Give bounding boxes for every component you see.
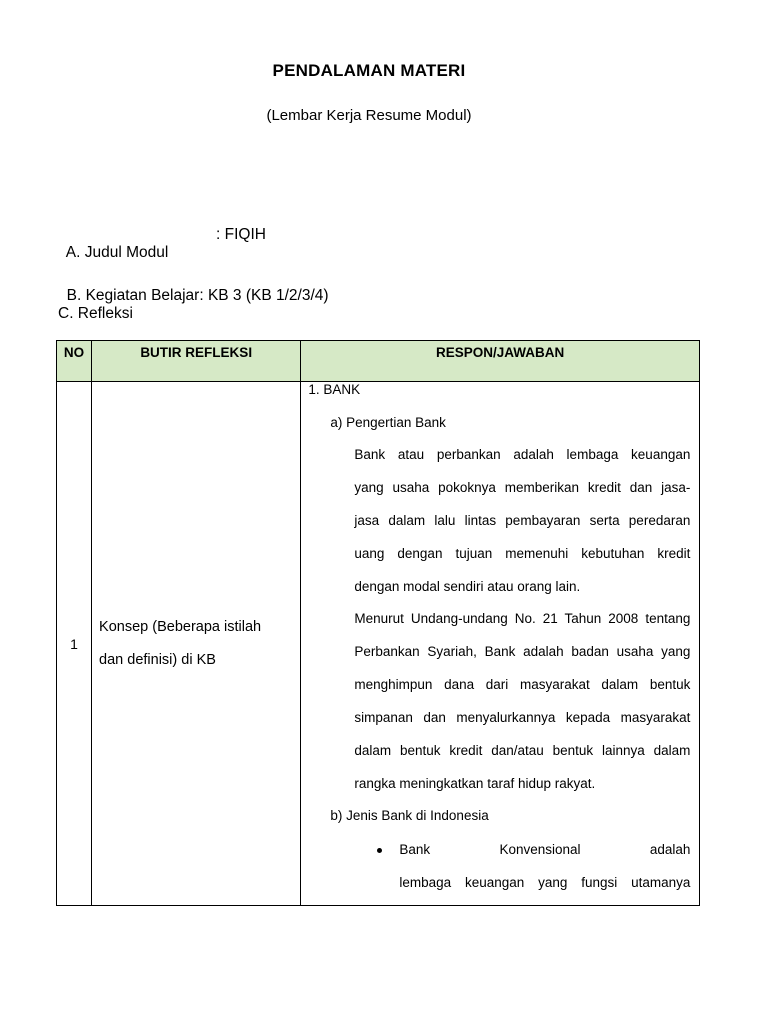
butir-refleksi-cell — [92, 382, 301, 906]
judul-modul-label: A. Judul Modul — [65, 244, 169, 261]
paragraph-line: simpanan dan menyalurkannya kepada masyarakat — [354, 710, 691, 725]
table-row — [57, 382, 700, 906]
paragraph-line: dengan modal sendiri atau orang lain. — [354, 579, 581, 594]
page-title: PENDALAMAN MATERI — [272, 61, 466, 80]
paragraph-line: jasa dalam lalu lintas pembayaran serta peredaran — [354, 513, 691, 528]
bullet-icon — [377, 848, 382, 853]
respon-cell — [301, 382, 700, 906]
page-subtitle: (Lembar Kerja Resume Modul) — [266, 107, 472, 124]
refleksi-table — [56, 340, 700, 906]
item-bank: 1. BANK — [308, 382, 361, 397]
bullet-line: lembaga keuangan yang fungsi utamanya — [399, 875, 691, 890]
paragraph-line: Menurut Undang-undang No. 21 Tahun 2008 tentang — [354, 611, 691, 626]
paragraph-line: Bank atau perbankan adalah lembaga keuangan — [354, 447, 691, 462]
kegiatan-belajar-row — [58, 269, 329, 305]
kegiatan-belajar-label: B. Kegiatan Belajar — [66, 287, 200, 304]
butir-line: dan definisi) di KB — [99, 651, 216, 668]
butir-line: Konsep (Beberapa istilah — [99, 618, 262, 635]
kegiatan-belajar-value: : KB 3 (KB 1/2/3/4) — [199, 287, 329, 304]
column-header-no: NO — [57, 341, 92, 382]
table-header-row — [57, 341, 700, 382]
column-header-butir: BUTIR REFLEKSI — [92, 341, 301, 382]
refleksi-heading: C. Refleksi — [58, 305, 133, 322]
paragraph-line: uang dengan tujuan memenuhi kebutuhan kredit — [354, 546, 691, 561]
column-header-respon: RESPON/JAWABAN — [301, 341, 700, 382]
sub-heading-jenis-bank: b) Jenis Bank di Indonesia — [330, 808, 489, 823]
paragraph-line: Perbankan Syariah, Bank adalah badan usaha yang — [354, 644, 691, 659]
sub-heading-pengertian: a) Pengertian Bank — [330, 415, 446, 430]
paragraph-line: dalam bentuk kredit dan/atau bentuk lainnya dalam — [354, 743, 691, 758]
paragraph-line: yang usaha pokoknya memberikan kredit dan jasa- — [354, 480, 691, 495]
judul-modul-value: : FIQIH — [216, 226, 266, 243]
row-number: 1 — [57, 382, 92, 906]
paragraph-line: rangka meningkatkan taraf hidup rakyat. — [354, 776, 596, 791]
bullet-line: Bank Konvensional adalah — [399, 842, 691, 857]
paragraph-line: menghimpun dana dari masyarakat dalam bentuk — [354, 677, 691, 692]
